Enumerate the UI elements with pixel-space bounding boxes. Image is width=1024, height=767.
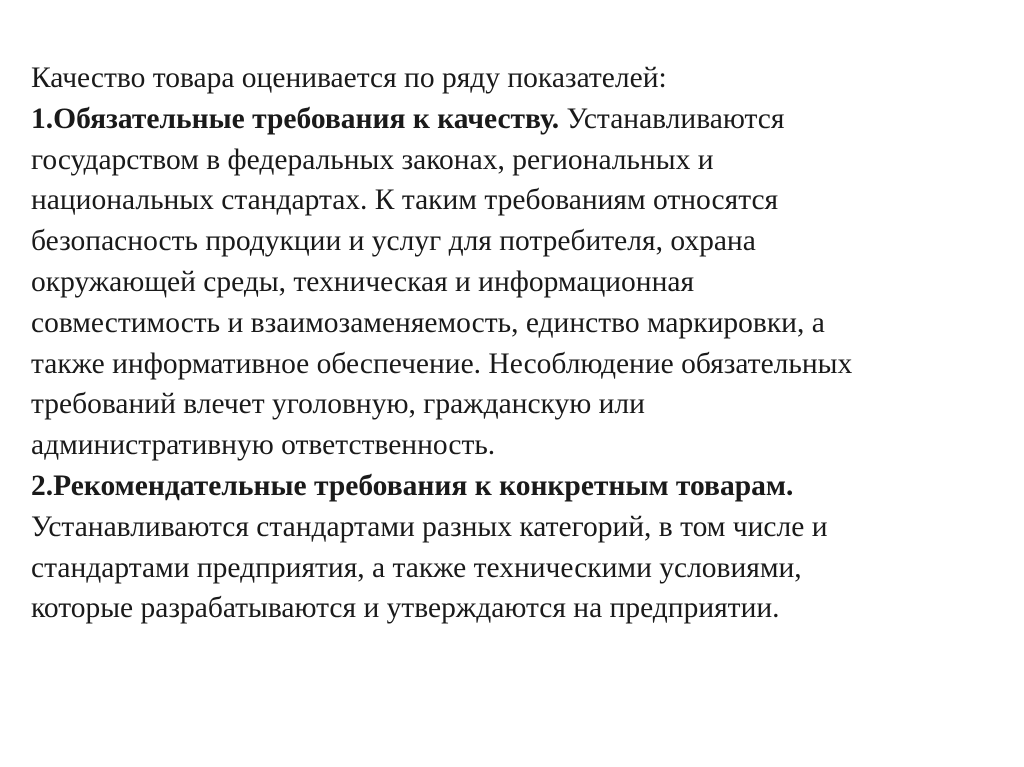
item2-line: которые разрабатываются и утверждаются на предприятии. [31,592,780,625]
item2-line: стандартами предприятия, а также техническими условиями, [31,551,802,584]
item1-first-line [31,99,1006,140]
item1-first-line-rest: Устанавливаются [559,102,785,135]
item1-line: окружающей среды, техническая и информационная [31,265,695,298]
body-text [31,58,1006,629]
item1-line: совместимость и взаимозаменяемость, единство маркировки, а [31,306,825,339]
item1-line: требований влечет уголовную, гражданскую или [31,388,645,421]
item1-line: государством в федеральных законах, региональных и [31,143,714,176]
item2-heading: 2.Рекомендательные требования к конкретным товарам. [31,469,794,502]
item1-line: безопасность продукции и услуг для потребителя, охрана [31,225,756,258]
item1-heading: 1.Обязательные требования к качеству. [31,102,560,135]
item1-line: национальных стандартах. К таким требованиям относятся [31,184,779,217]
item2-line: Устанавливаются стандартами разных категорий, в том числе и [31,510,828,543]
item1-line: также информативное обеспечение. Несоблюдение обязательных [31,347,853,380]
intro-line: Качество товара оценивается по ряду показателей: [31,62,667,94]
item1-line: административную ответственность. [31,429,496,462]
